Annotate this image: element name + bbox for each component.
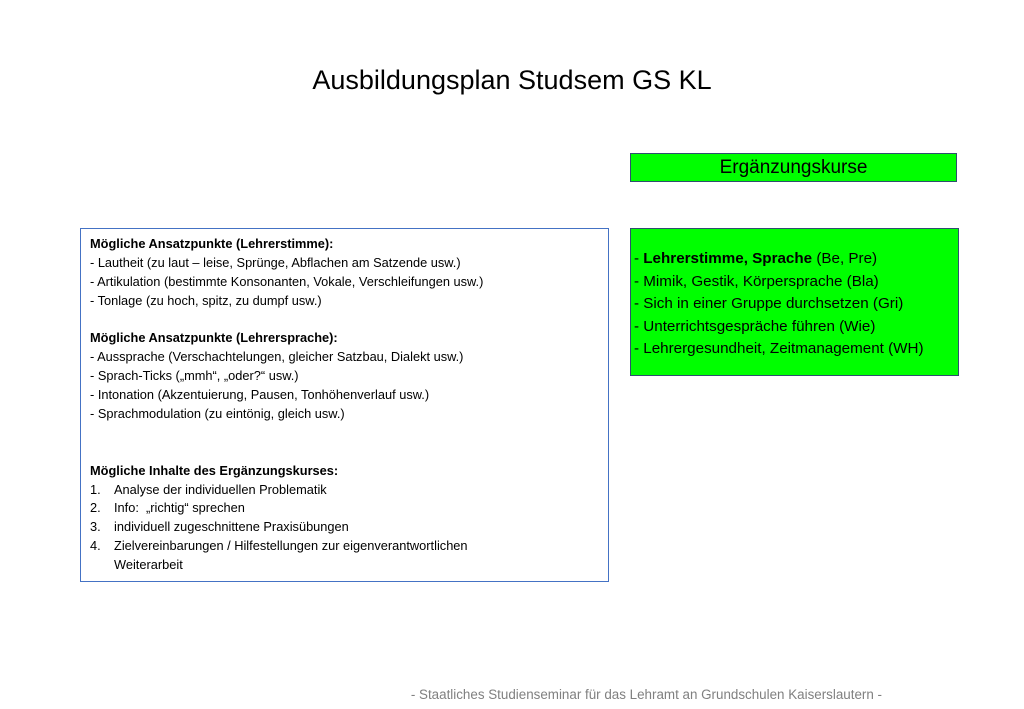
course-item: - Lehrergesundheit, Zeitmanagement (WH) (634, 340, 924, 358)
erganzungskurse-list-box (630, 228, 959, 376)
section-heading-lehrersprache: Mögliche Ansatzpunkte (Lehrersprache): (90, 330, 338, 346)
spacer (90, 311, 608, 330)
list-item: - Artikulation (bestimmte Konsonanten, Vokale, Verschleifungen usw.) (90, 273, 484, 289)
course-item: - Mimik, Gestik, Körpersprache (Bla) (634, 272, 879, 290)
item-number-indent (90, 556, 114, 575)
section-heading-lehrerstimme: Mögliche Ansatzpunkte (Lehrerstimme): (90, 236, 334, 251)
item-number: 4. (90, 538, 101, 554)
numbered-item (90, 481, 608, 500)
course-item (634, 248, 958, 271)
item-text: Info: „richtig“ sprechen (114, 500, 245, 516)
list-item: - Aussprache (Verschachtelungen, gleicher Satzbau, Dialekt usw.) (90, 349, 464, 365)
course-item: - Unterrichtsgespräche führen (Wie) (634, 317, 876, 335)
course-item: - Sich in einer Gruppe durchsetzen (Gri) (634, 295, 904, 313)
page-title: Ausbildungsplan Studsem GS KL (312, 65, 712, 95)
item-number: 3. (90, 519, 101, 535)
numbered-item (90, 499, 608, 518)
course-item-suffix: (Be, Pre) (812, 250, 878, 267)
list-item: - Tonlage (zu hoch, spitz, zu dumpf usw.) (90, 292, 322, 308)
list-item: - Sprachmodulation (zu eintönig, gleich usw.) (90, 406, 345, 422)
item-text: Weiterarbeit (114, 557, 183, 573)
numbered-item (90, 518, 608, 537)
erganzungskurse-header: Ergänzungskurse (630, 153, 957, 182)
course-item-prefix: - (634, 250, 644, 267)
item-text: Analyse der individuellen Problematik (114, 481, 327, 497)
item-text: individuell zugeschnittene Praxisübungen (114, 519, 349, 535)
item-text: Zielvereinbarungen / Hilfestellungen zur eigenverantwortlichen (114, 538, 468, 554)
list-item: - Intonation (Akzentuierung, Pausen, Tonhöhenverlauf usw.) (90, 387, 430, 403)
ansatzpunkte-box (80, 228, 609, 582)
numbered-item-continuation (90, 556, 608, 575)
section-heading-inhalte: Mögliche Inhalte des Ergänzungskurses: (90, 462, 339, 478)
numbered-item (90, 537, 608, 556)
item-number: 2. (90, 500, 101, 516)
spacer (90, 424, 608, 462)
item-number: 1. (90, 481, 101, 497)
course-item-bold: Lehrerstimme, Sprache (643, 250, 813, 267)
list-item: - Lautheit (zu laut – leise, Sprünge, Abflachen am Satzende usw.) (90, 254, 461, 270)
footer-text: - Staatliches Studienseminar für das Lehramt an Grundschulen Kaiserslautern - (410, 687, 882, 702)
list-item: - Sprach-Ticks („mmh“, „oder?“ usw.) (90, 368, 299, 384)
